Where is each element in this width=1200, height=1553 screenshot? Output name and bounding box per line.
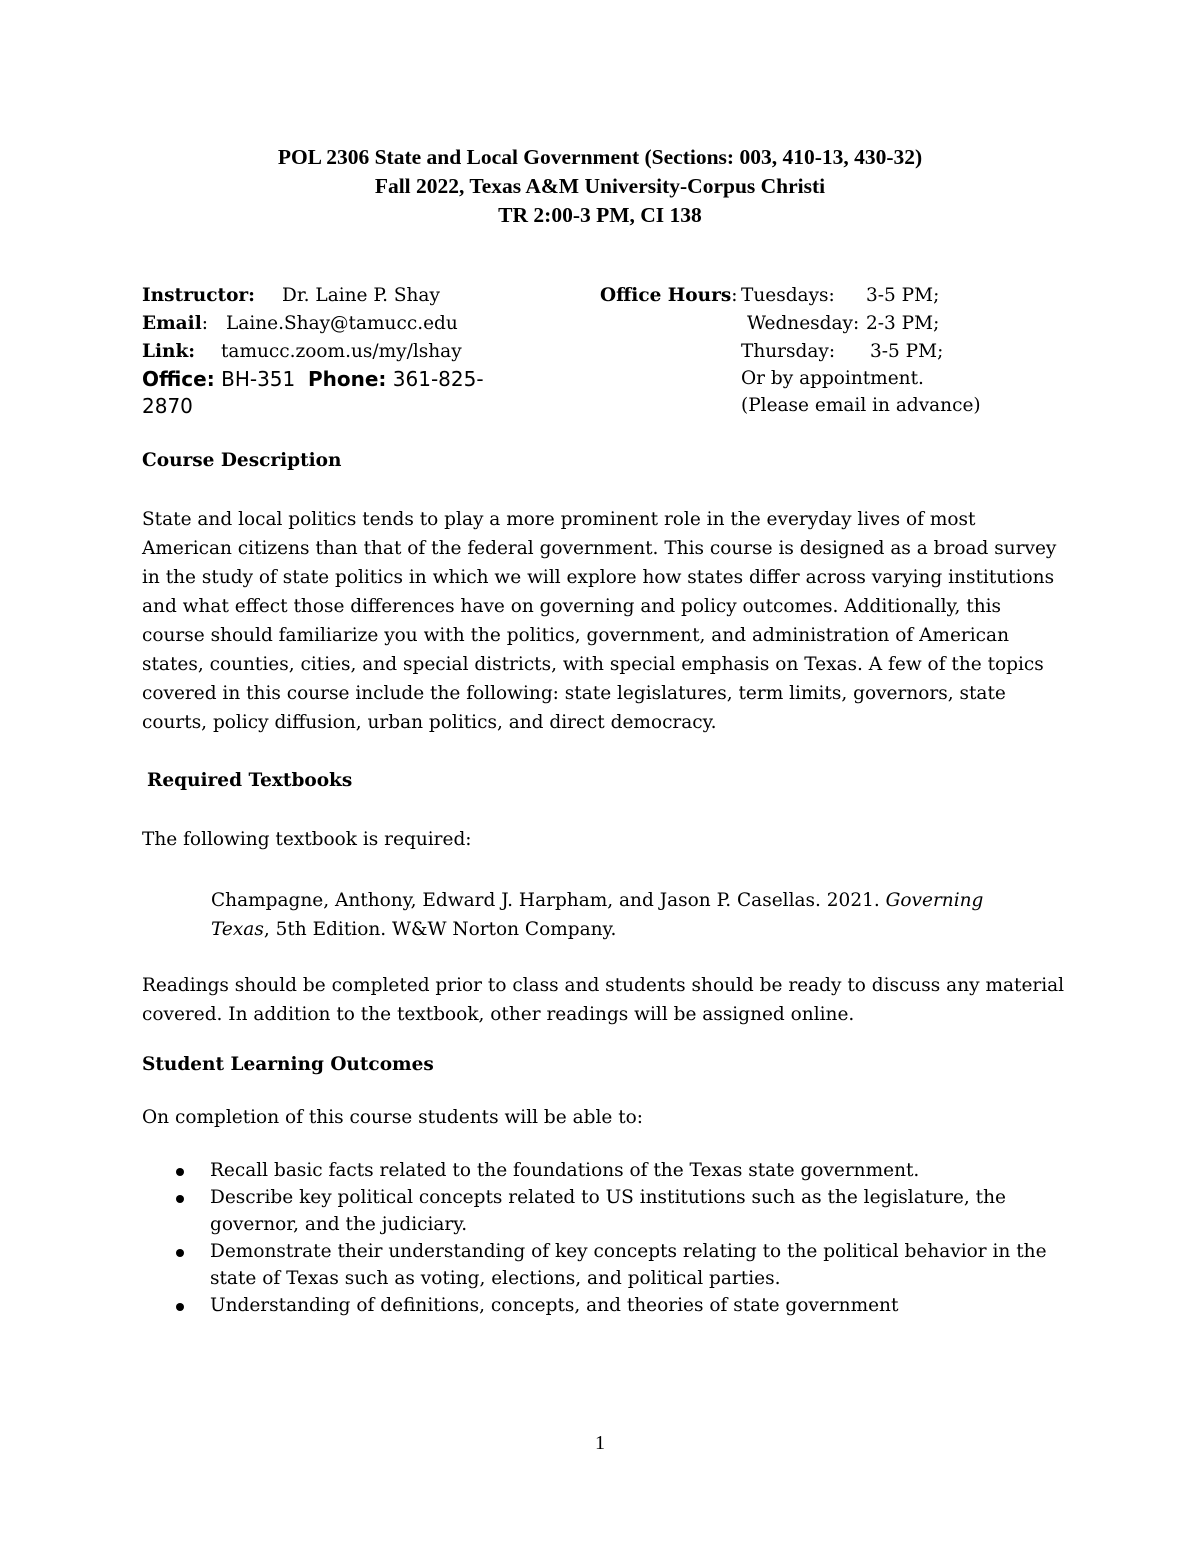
book-title-part2: Texas <box>211 919 264 940</box>
email-address[interactable]: Laine.Shay@tamucc.edu <box>226 313 458 334</box>
book-title-part1: Governing <box>885 890 984 911</box>
course-description-paragraph: State and local politics tends to play a more prominent role in the everyday lives of most American citizens than that of the federal government. This course is designed as a broad survey in the study of state politics in which we will explore how states differ across varying institutions and what effect those differences have on governing and policy outcomes. Additionally, this course should familiarize you with the politics, government, and administration of American states, counties, cities, and special districts, with special emphasis on Texas. A few of the topics covered in this course include the following: state legislatures, term limits, governors, state courts, policy diffusion, urban politics, and direct democracy. <box>142 509 1057 733</box>
office-hours-label: Office Hours <box>600 285 732 306</box>
readings-paragraph: Readings should be completed prior to class and students should be ready to discuss any material covered. In addition to the textbook, other readings will be assigned online. <box>142 975 1065 1025</box>
office-hours-day-1: Tuesdays: <box>741 285 835 306</box>
textbooks-intro: The following textbook is required: <box>142 829 472 850</box>
instructor-label: Instructor: <box>142 285 255 306</box>
page-number: 1 <box>595 1432 605 1454</box>
bullet-icon <box>176 1195 184 1203</box>
instructor-name: Dr. Laine P. Shay <box>282 285 440 306</box>
office-hours-time-1: 3-5 PM; <box>866 285 940 306</box>
bullet-icon <box>176 1303 184 1311</box>
course-description-heading: Course Description <box>142 450 342 471</box>
office-room: BH-351 <box>221 367 296 391</box>
phone-label: Phone: <box>307 367 387 391</box>
outcomes-list <box>142 1157 1072 1319</box>
outcomes-intro: On completion of this course students will be able to: <box>142 1107 643 1128</box>
textbook-citation: Champagne, Anthony, Edward J. Harpham, and Jason P. Casellas. 2021. Governing Texas, 5th Edition. W&W Norton Company. <box>211 890 984 940</box>
term-university: Fall 2022, Texas A&M University-Corpus Christi <box>374 174 826 198</box>
office-hours-note: (Please email in advance) <box>741 395 981 416</box>
list-item: Describe key political concepts related to US institutions such as the legislature, the governor, and the judiciary. <box>142 1184 1072 1238</box>
meeting-time-room: TR 2:00-3 PM, CI 138 <box>498 203 702 227</box>
office-hours-day-2: Wednesday: <box>747 313 860 334</box>
list-item: Demonstrate their understanding of key concepts relating to the political behavior in the state of Texas such as voting, elections, and political parties. <box>142 1238 1072 1292</box>
office-phone-row <box>142 367 484 391</box>
email-label: Email <box>142 313 202 334</box>
textbooks-heading: Required Textbooks <box>147 770 353 791</box>
office-hours-day-3: Thursday: <box>741 341 836 362</box>
link-row <box>142 341 195 362</box>
bullet-icon <box>176 1249 184 1257</box>
link-label: Link: <box>142 341 196 362</box>
list-item: Recall basic facts related to the foundations of the Texas state government. <box>142 1157 1072 1184</box>
list-item: Understanding of definitions, concepts, and theories of state government <box>142 1292 1072 1319</box>
office-hours-time-3: 3-5 PM; <box>870 341 944 362</box>
office-hours-time-2: 2-3 PM; <box>866 313 940 334</box>
phone-number-part1: 361-825- <box>392 367 484 391</box>
outcomes-heading: Student Learning Outcomes <box>142 1054 434 1075</box>
office-hours-appointment: Or by appointment. <box>741 368 924 389</box>
office-hours-label-wrap: Office Hours: <box>600 285 738 306</box>
course-title: POL 2306 State and Local Government (Sections: 003, 410-13, 430-32) <box>277 145 923 169</box>
phone-number-part2: 2870 <box>142 394 193 418</box>
email-row <box>142 313 208 334</box>
instructor-row <box>142 285 255 306</box>
office-label: Office: <box>142 367 215 391</box>
email-colon: : <box>201 313 208 334</box>
course-title-block <box>0 143 1200 230</box>
bullet-icon <box>176 1168 184 1176</box>
zoom-link[interactable]: tamucc.zoom.us/my/lshay <box>221 341 462 362</box>
